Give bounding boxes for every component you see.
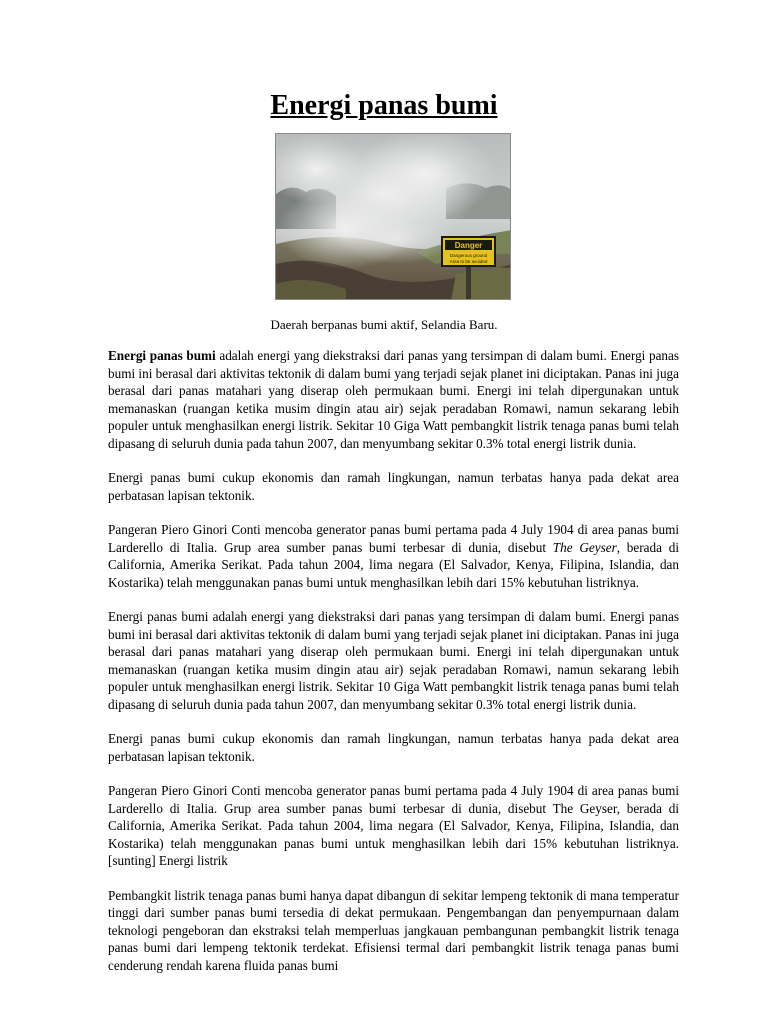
paragraph-3 <box>108 521 679 591</box>
lead-term: Energi panas bumi <box>108 348 216 363</box>
italic-term: The Geyser <box>552 539 617 555</box>
paragraph-text: , berada di California, Amerika Serikat. Pada tahun 2004, lima negara (El Salvador, Kenya, Filipina, Islandia, dan Kostarika) telah menggunakan panas bumi untuk menghasilkan lebih dari 15% kebutuhan listriknya. <box>108 539 679 590</box>
sign-subtitle-2: Area to be avoided <box>449 259 488 264</box>
paragraph-2: Energi panas bumi cukup ekonomis dan ramah lingkungan, namun terbatas hanya pada dekat area perbatasan lapisan tektonik. <box>108 470 679 503</box>
figure-caption: Daerah berpanas bumi aktif, Selandia Baru. <box>270 317 498 332</box>
article-body <box>108 347 679 991</box>
sign-subtitle: Dangerous ground <box>449 253 488 258</box>
page-title: Energi panas bumi <box>270 90 498 121</box>
paragraph-text: Pangeran Piero Ginori Conti mencoba generator panas bumi pertama pada 4 July 1904 di area panas bumi Larderello di Italia. Grup area sumber panas bumi terbesar di dunia, disebut <box>108 522 679 555</box>
paragraph-5: Energi panas bumi cukup ekonomis dan ramah lingkungan, namun terbatas hanya pada dekat area perbatasan lapisan tektonik. <box>108 731 679 764</box>
geothermal-photo <box>275 133 511 300</box>
paragraph-1 <box>108 347 679 452</box>
paragraph-6: Pangeran Piero Ginori Conti mencoba generator panas bumi pertama pada 4 July 1904 di area panas bumi Larderello di Italia. Grup area sumber panas bumi terbesar di dunia, disebut The Geyser, berada di California, Amerika Serikat. Pada tahun 2004, lima negara (El Salvador, Kenya, Filipina, Islandia, dan Kostarika) telah menggunakan panas bumi untuk menghasilkan lebih dari 15% kebutuhan listriknya. [sunting] Energi listrik <box>108 783 679 868</box>
paragraph-7: Pembangkit listrik tenaga panas bumi hanya dapat dibangun di sekitar lempeng tektonik di mana temperatur tinggi dari sumber panas bumi tersedia di dekat permukaan. Pengembangan dan penyempurnaan dalam teknologi pengeboran dan ekstraksi telah memperluas jangkauan pembangunan pembangkit listrik tenaga panas bumi dari lempeng tektonik terdekat. Efisiensi termal dari pembangkit listrik tenaga panas bumi cenderung rendah karena fluida panas bumi <box>108 887 679 973</box>
paragraph-text: adalah energi yang diekstraksi dari panas yang tersimpan di dalam bumi. Energi panas bumi ini berasal dari aktivitas tektonik di dalam bumi yang terjadi sejak planet ini diciptakan. Panas ini juga berasal dari panas matahari yang diserap oleh permukaan bumi. Energi ini telah dipergunakan untuk memanaskan (ruangan ketika musim dingin atau air) sejak peradaban Romawi, namun sekarang lebih populer untuk menghasilkan energi listrik. Sekitar 10 Giga Watt pembangkit listrik tenaga panas bumi telah dipasang di seluruh dunia pada tahun 2007, dan menyumbang sekitar 0.3% total energi listrik dunia. <box>108 348 679 451</box>
sign-title: Danger <box>454 241 483 250</box>
geothermal-steam-image <box>276 134 511 300</box>
paragraph-4: Energi panas bumi adalah energi yang diekstraksi dari panas yang tersimpan di dalam bumi. Energi panas bumi ini berasal dari aktivitas tektonik di dalam bumi yang terjadi sejak planet ini diciptakan. Panas ini juga berasal dari panas matahari yang diserap oleh permukaan bumi. Energi ini telah dipergunakan untuk memanaskan (ruangan ketika musim dingin atau air) sejak peradaban Romawi, namun sekarang lebih populer untuk menghasilkan energi listrik. Sekitar 10 Giga Watt pembangkit listrik tenaga panas bumi telah dipasang di seluruh dunia pada tahun 2007, dan menyumbang sekitar 0.3% total energi listrik dunia. <box>108 609 679 712</box>
